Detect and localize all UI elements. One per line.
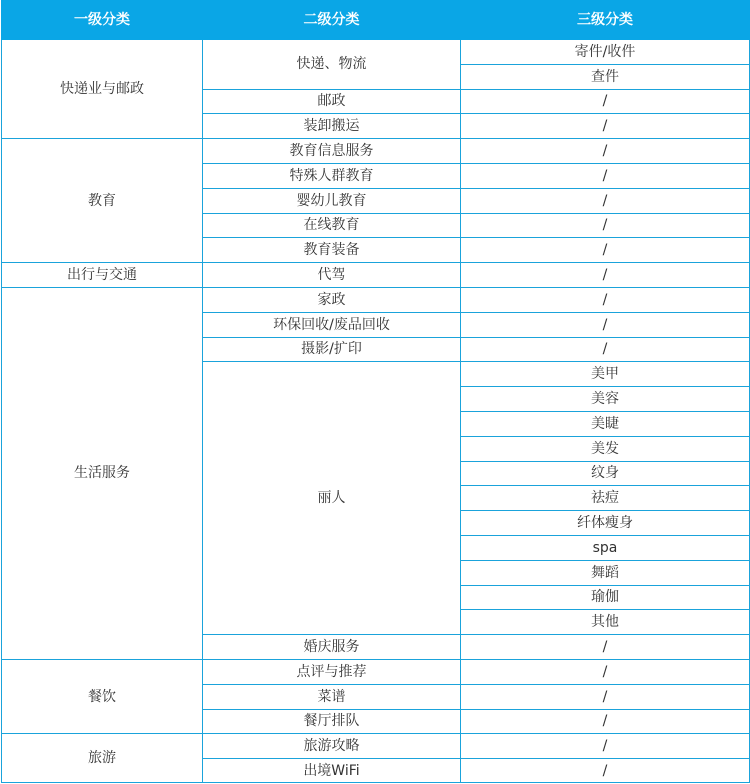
- level2-cell: 旅游攻略: [203, 734, 461, 759]
- level3-cell: /: [461, 759, 750, 783]
- level2-cell: 婴幼儿教育: [203, 188, 461, 213]
- level3-cell: 寄件/收件: [461, 40, 750, 65]
- level2-cell: 丽人: [203, 362, 461, 635]
- level3-cell: /: [461, 684, 750, 709]
- level2-cell: 快递、物流: [203, 40, 461, 90]
- level3-cell: 舞蹈: [461, 560, 750, 585]
- level3-cell: 查件: [461, 64, 750, 89]
- level1-cell: 生活服务: [2, 287, 203, 659]
- level3-cell: /: [461, 734, 750, 759]
- category-table: [1, 0, 750, 783]
- level3-cell: /: [461, 709, 750, 734]
- table-row: [2, 40, 750, 65]
- level3-cell: 美发: [461, 436, 750, 461]
- level3-cell: /: [461, 238, 750, 263]
- table-row: [2, 263, 750, 288]
- level3-cell: 瑜伽: [461, 585, 750, 610]
- header-row: [2, 1, 750, 40]
- level2-cell: 婚庆服务: [203, 635, 461, 660]
- table-row: [2, 734, 750, 759]
- level3-cell: 美睫: [461, 411, 750, 436]
- level3-cell: 纹身: [461, 461, 750, 486]
- level1-cell: 快递业与邮政: [2, 40, 203, 139]
- level3-cell: /: [461, 263, 750, 288]
- level3-cell: /: [461, 89, 750, 114]
- header-level2: 二级分类: [203, 1, 461, 40]
- level3-cell: /: [461, 163, 750, 188]
- level2-cell: 在线教育: [203, 213, 461, 238]
- level2-cell: 家政: [203, 287, 461, 312]
- level3-cell: /: [461, 635, 750, 660]
- level3-cell: 其他: [461, 610, 750, 635]
- level3-cell: /: [461, 337, 750, 362]
- category-table-body: [2, 40, 750, 783]
- level1-cell: 教育: [2, 139, 203, 263]
- level3-cell: spa: [461, 535, 750, 560]
- header-level3: 三级分类: [461, 1, 750, 40]
- table-row: [2, 287, 750, 312]
- level2-cell: 点评与推荐: [203, 659, 461, 684]
- level2-cell: 代驾: [203, 263, 461, 288]
- level3-cell: 美容: [461, 387, 750, 412]
- level1-cell: 旅游: [2, 734, 203, 783]
- level3-cell: /: [461, 659, 750, 684]
- level2-cell: 环保回收/废品回收: [203, 312, 461, 337]
- level2-cell: 餐厅排队: [203, 709, 461, 734]
- level3-cell: /: [461, 213, 750, 238]
- level2-cell: 菜谱: [203, 684, 461, 709]
- level3-cell: 祛痘: [461, 486, 750, 511]
- level3-cell: 纤体瘦身: [461, 511, 750, 536]
- level2-cell: 教育装备: [203, 238, 461, 263]
- level3-cell: 美甲: [461, 362, 750, 387]
- level1-cell: 出行与交通: [2, 263, 203, 288]
- level2-cell: 邮政: [203, 89, 461, 114]
- level3-cell: /: [461, 312, 750, 337]
- table-row: [2, 139, 750, 164]
- level2-cell: 教育信息服务: [203, 139, 461, 164]
- level2-cell: 装卸搬运: [203, 114, 461, 139]
- level2-cell: 特殊人群教育: [203, 163, 461, 188]
- level1-cell: 餐饮: [2, 659, 203, 733]
- level3-cell: /: [461, 287, 750, 312]
- table-row: [2, 659, 750, 684]
- header-level1: 一级分类: [2, 1, 203, 40]
- level2-cell: 出境WiFi: [203, 759, 461, 783]
- level3-cell: /: [461, 114, 750, 139]
- level2-cell: 摄影/扩印: [203, 337, 461, 362]
- level3-cell: /: [461, 188, 750, 213]
- level3-cell: /: [461, 139, 750, 164]
